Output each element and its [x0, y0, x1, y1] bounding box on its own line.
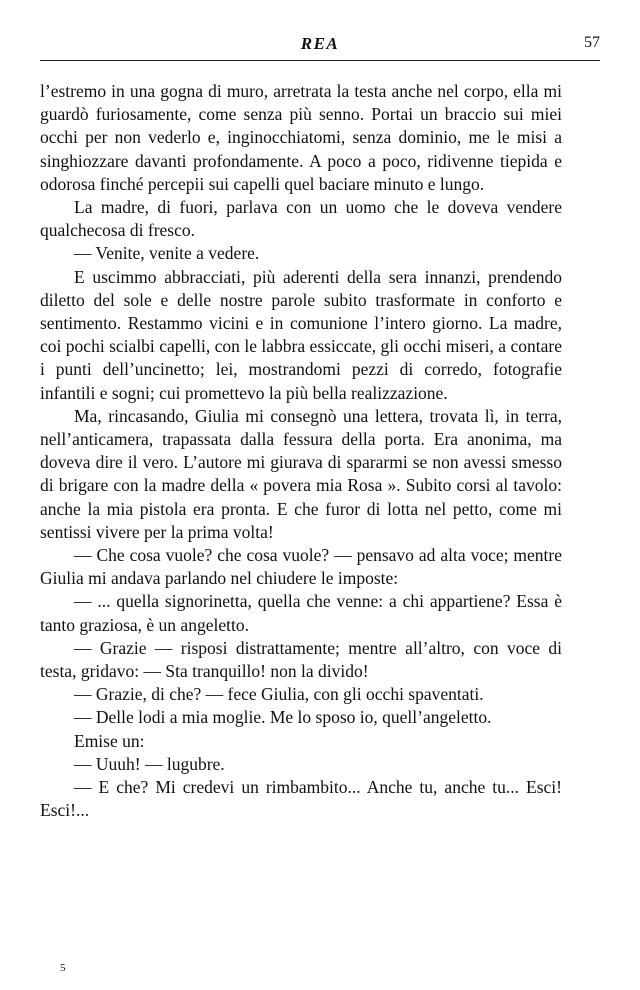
header-rule: [40, 60, 600, 61]
running-header: [40, 30, 600, 58]
paragraph-13: — E che? Mi credevi un rimbambito... Anche tu, anche tu... Esci! Esci!...: [40, 777, 562, 821]
paragraph-1: l’estremo in una gogna di muro, arretrata la testa anche nel corpo, ella mi guardò furiosamente, come senza più senno. Portai un braccio sui miei occhi per non vederlo e, inginocchiatomi, senza dominio, me le misi a singhiozzare davanti profondamente. A poco a poco, ridivenne tiepida e odorosa finché percepii sui capelli quel baciare minuto e lungo.: [40, 81, 562, 194]
paragraph-12: — Uuuh! — lugubre.: [74, 753, 225, 774]
paragraph-4: E uscimmo abbracciati, più aderenti della sera innanzi, prendendo diletto del sole e delle nostre parole subito trasformate in conforto e sentimento. Restammo vicini e in comunione l’intero giorno. La madre, coi pochi scialbi capelli, con le labbra essiccate, gli occhi miseri, a contare i punti dell’uncinetto; lei, mostrandomi pezzi di corredo, fotografie infantili e sogni; cui promettevo la più bella realizzazione.: [40, 266, 562, 403]
paragraph-8: — Grazie — risposi distrattamente; mentre all’altro, con voce di testa, gridavo: — Sta tranquillo! non la divido!: [40, 637, 562, 682]
paragraph-2: La madre, di fuori, parlava con un uomo che le doveva vendere qualchecosa di fresco.: [40, 197, 562, 241]
paragraph-9: — Grazie, di che? — fece Giulia, con gli occhi spaventati.: [74, 684, 484, 705]
paragraph-3: — Venite, venite a vedere.: [74, 243, 260, 264]
paragraph-6: — Che cosa vuole? che cosa vuole? — pensavo ad alta voce; mentre Giulia mi andava parlando nel chiudere le imposte:: [40, 545, 562, 589]
page-number: 57: [584, 34, 600, 51]
paragraph-11: Emise un:: [74, 730, 145, 751]
running-title: REA: [300, 34, 340, 53]
paragraph-10: — Delle lodi a mia moglie. Me lo sposo io, quell’angeletto.: [74, 707, 492, 728]
paragraph-5: Ma, rincasando, Giulia mi consegnò una lettera, trovata lì, in terra, nell’anticamera, trapassata dalla fessura della porta. Era anonima, ma doveva dire il vero. L’autore mi giurava di spararmi se non avessi smesso di brigare con la madre della « povera mia Rosa ». Subito corsi al tavolo: anche la mia pistola era pronta. E che furor di lotta nel petto, come mi sentissi vivere per la prima volta!: [40, 405, 562, 542]
signature-mark: 5: [60, 962, 66, 974]
body-text: [40, 80, 562, 823]
paragraph-7: — ... quella signorinetta, quella che venne: a chi appartiene? Essa è tanto graziosa, è un angeletto.: [40, 591, 562, 635]
